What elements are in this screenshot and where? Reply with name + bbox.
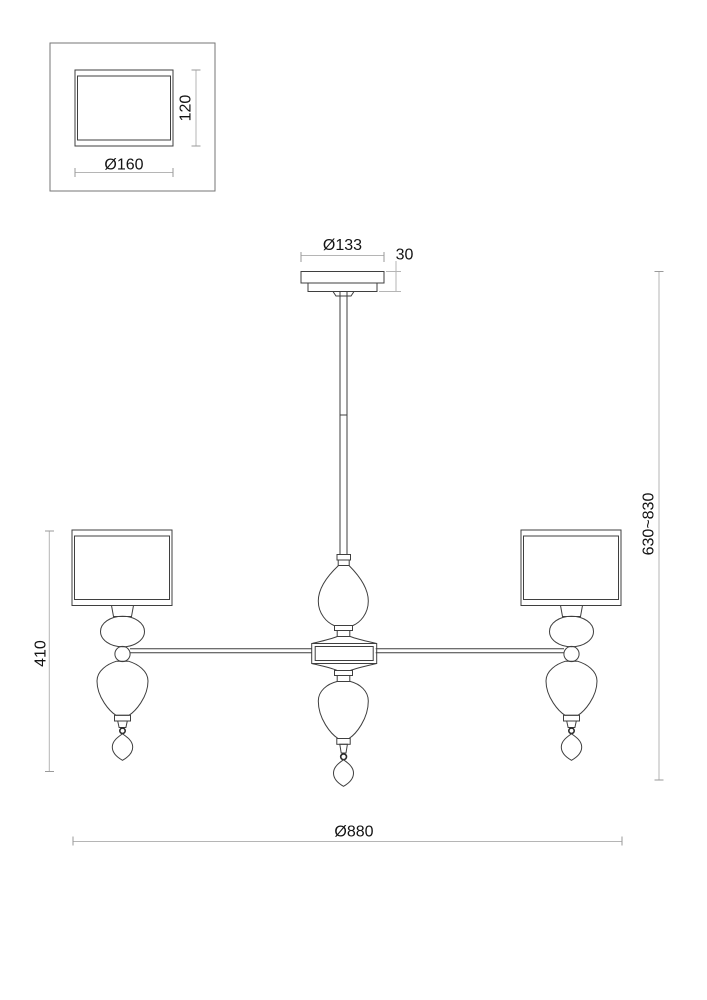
dim-canopy-diameter [301, 237, 384, 262]
dim-body-height [33, 531, 54, 772]
dim-label-shade-diameter: Ø160 [104, 156, 144, 174]
central-hub-inner [315, 647, 373, 661]
dim-label-shade-height: 120 [177, 94, 195, 122]
dim-label-canopy-height: 30 [395, 246, 414, 264]
lower-ring-2 [337, 676, 350, 682]
detail-shade-outer [75, 70, 173, 146]
dim-label-canopy-diameter: Ø133 [322, 237, 363, 254]
right-lamp [521, 530, 621, 760]
upper-glass-teardrop [318, 566, 368, 626]
lower-glass-teardrop [318, 682, 368, 739]
rod-collar-lower [338, 560, 349, 566]
rod [340, 292, 347, 555]
canopy-step [308, 283, 377, 292]
dim-overall-diameter [73, 824, 622, 846]
upper-ring-2 [337, 631, 350, 637]
central-stem [312, 566, 377, 787]
central-finial-ring [337, 739, 350, 745]
dim-detail-shade-diameter [75, 157, 173, 178]
dim-label-body-height: 410 [32, 640, 50, 667]
hub-bottom-flare [312, 664, 377, 671]
ceiling-canopy [301, 237, 414, 296]
hanging-rod [337, 292, 351, 566]
central-finial-cup [340, 744, 348, 753]
upper-ring-1 [335, 626, 353, 631]
rod-collar-upper [337, 555, 351, 561]
arms [130, 649, 564, 653]
rod-top-flare [333, 292, 354, 297]
dim-suspension-height [641, 272, 664, 781]
central-pendant-link [341, 754, 347, 760]
central-pendant-drop [334, 760, 354, 787]
lampshade-detail-view [50, 43, 215, 191]
left-lamp [72, 530, 172, 760]
canopy-plate [301, 272, 384, 284]
lower-ring-1 [335, 671, 353, 676]
detail-shade-inner [78, 76, 171, 140]
dim-label-overall-diameter: Ø880 [334, 823, 374, 841]
dim-label-suspension-height: 630~830 [640, 492, 658, 556]
hub-top-flare [312, 637, 377, 644]
dim-detail-shade-height [178, 70, 201, 146]
